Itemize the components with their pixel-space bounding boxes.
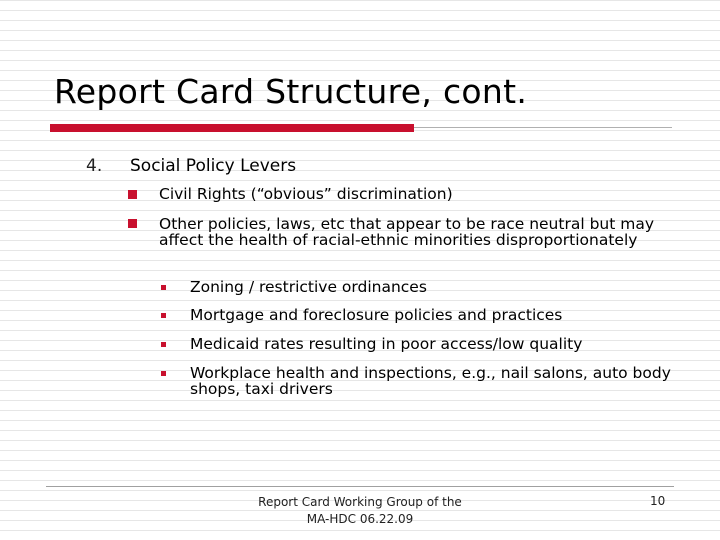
footer-rule (46, 486, 674, 487)
title-underline-red (50, 124, 414, 132)
small-square-bullet-icon (161, 371, 166, 376)
sub-bullet-zoning: Zoning / restrictive ordinances (190, 278, 427, 296)
small-square-bullet-icon (161, 342, 166, 347)
footer-text: Report Card Working Group of the MA-HDC 06.22.09 (258, 495, 462, 526)
small-square-bullet-icon (161, 313, 166, 318)
square-bullet-icon (128, 219, 137, 228)
small-square-bullet-icon (161, 285, 166, 290)
sub-bullet-mortgage: Mortgage and foreclosure policies and practices (190, 306, 563, 324)
section-heading: Social Policy Levers (130, 156, 297, 176)
sub-bullet-medicaid: Medicaid rates resulting in poor access/low quality (190, 335, 583, 353)
square-bullet-icon (128, 190, 137, 199)
slide-title: Report Card Structure, cont. (54, 72, 528, 111)
title-underline-gray (414, 127, 672, 128)
bullet-text-civil-rights: Civil Rights (“obvious” discrimination) (159, 185, 453, 203)
section-number: 4. (86, 156, 103, 176)
sub-bullet-workplace: Workplace health and inspections, e.g., nail salons, auto body shops, taxi drivers (190, 364, 671, 398)
page-number: 10 (650, 494, 666, 508)
bullet-text-other-policies: Other policies, laws, etc that appear to be race neutral but may affect the health of racial-ethnic minorities disproportionately (159, 215, 655, 249)
